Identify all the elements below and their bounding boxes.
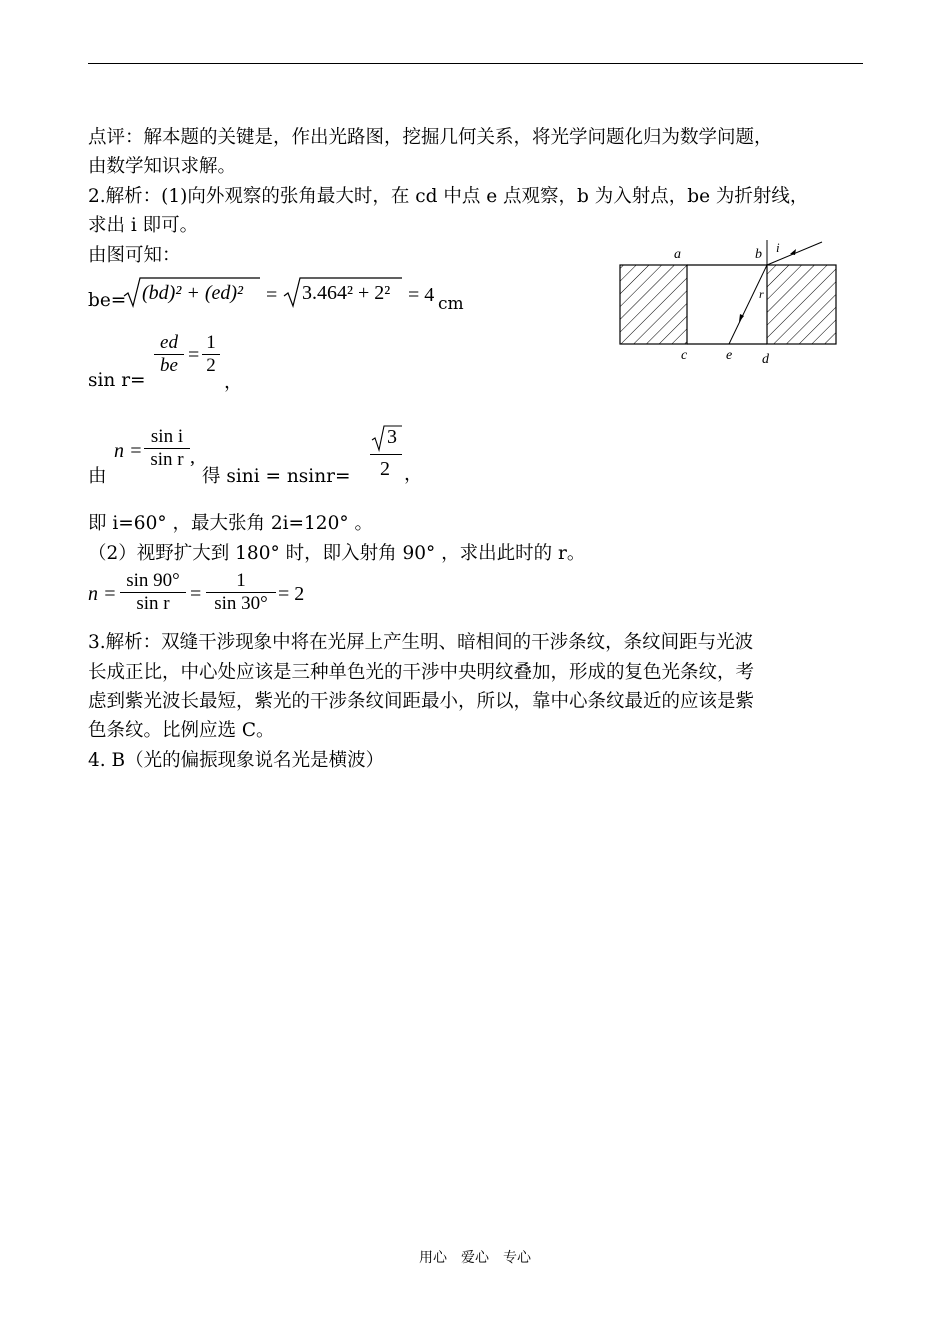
sin-r-value-den: 2 bbox=[206, 355, 216, 376]
n2-fraction-1 bbox=[120, 570, 186, 615]
q3-line-4: 色条纹。比例应选 C。 bbox=[88, 720, 275, 741]
q3-line-3: 虑到紫光波长最短，紫光的干涉条纹间距最小，所以，靠中心条纹最近的应该是紫 bbox=[88, 691, 755, 712]
optics-figure bbox=[612, 238, 844, 374]
sini-text: 得 sini = nsinr= bbox=[202, 466, 351, 487]
label-b: b bbox=[755, 247, 762, 262]
header-rule bbox=[88, 63, 863, 64]
q2-line-3: 由图可知： bbox=[88, 245, 181, 266]
n2-result: = 2 bbox=[278, 583, 305, 605]
sini-tail: ， bbox=[404, 464, 423, 485]
sqrt3-radicand: 3 bbox=[387, 426, 397, 448]
n-lhs: n = bbox=[114, 440, 143, 462]
q3-line-2: 长成正比，中心处应该是三种单色光的干涉中央明纹叠加，形成的复色光条纹，考 bbox=[88, 662, 755, 683]
be-prefix: be= bbox=[88, 290, 127, 311]
be-unit: cm bbox=[438, 294, 464, 314]
q2-result-line: 即 i=60° ，最大张角 2i=120° 。 bbox=[88, 513, 373, 534]
sqrt3-denominator: 2 bbox=[380, 458, 390, 480]
be-radicand-2: 3.464² + 2² bbox=[302, 282, 391, 304]
sin-r-denominator: be bbox=[160, 355, 178, 376]
n2-eq: = bbox=[190, 583, 202, 605]
label-c: c bbox=[681, 348, 688, 363]
be-eq-sign: = bbox=[266, 284, 278, 306]
sin-r-numerator: ed bbox=[160, 332, 178, 353]
n2-lhs: n = bbox=[88, 583, 117, 605]
sin-r-value-num: 1 bbox=[206, 332, 216, 353]
q2-part2-line: （2）视野扩大到 180° 时，即入射角 90° ，求出此时的 r。 bbox=[88, 543, 586, 564]
label-i: i bbox=[776, 240, 780, 255]
incident-arrow bbox=[790, 249, 796, 255]
sin-r-prefix: sin r= bbox=[88, 370, 146, 391]
be-radicand-1: (bd)² + (ed)² bbox=[142, 282, 244, 304]
n2-denominator-2: sin 30° bbox=[214, 593, 268, 614]
n-denominator: sin r bbox=[150, 449, 184, 470]
n2-numerator-2: 1 bbox=[236, 570, 246, 591]
q3-line-1: 3.解析：双缝干涉现象中将在光屏上产生明、暗相间的干涉条纹，条纹间距与光波 bbox=[88, 632, 754, 653]
n2-denominator: sin r bbox=[136, 593, 170, 614]
n2-fraction-2 bbox=[206, 570, 276, 615]
q2-line-2: 求出 i 即可。 bbox=[88, 215, 199, 236]
be-result: = 4 bbox=[408, 284, 435, 306]
sin-r-value bbox=[202, 332, 220, 377]
label-r: r bbox=[759, 287, 764, 301]
q2-line-1: 2.解析：(1)向外观察的张角最大时，在 cd 中点 e 点观察，b 为入射点，be 为折射线， bbox=[88, 186, 809, 207]
label-e: e bbox=[726, 348, 733, 363]
sin-r-fraction bbox=[154, 332, 184, 377]
n-tail: , bbox=[190, 446, 195, 468]
label-a: a bbox=[674, 247, 681, 262]
label-d: d bbox=[762, 352, 769, 367]
n2-numerator: sin 90° bbox=[126, 570, 180, 591]
right-wall-hatch bbox=[767, 265, 836, 344]
q4-line-1: 4. B（光的偏振现象说名光是横波） bbox=[88, 750, 385, 771]
refracted-ray bbox=[729, 265, 767, 344]
n-fraction bbox=[144, 426, 190, 471]
n-numerator: sin i bbox=[150, 426, 184, 447]
fraction-bar bbox=[370, 454, 402, 455]
left-wall-hatch bbox=[620, 265, 687, 344]
page-footer: 用心 爱心 专心 bbox=[419, 1250, 531, 1266]
sqrt3-over-2 bbox=[370, 424, 404, 484]
sin-r-eq: = bbox=[188, 344, 200, 366]
comment-line-2: 由数学知识求解。 bbox=[88, 156, 237, 177]
sin-r-tail: ， bbox=[224, 372, 243, 393]
you-char: 由 bbox=[88, 466, 107, 487]
comment-line-1: 点评：解本题的关键是，作出光路图，挖掘几何关系，将光学问题化归为数学问题， bbox=[88, 127, 773, 148]
